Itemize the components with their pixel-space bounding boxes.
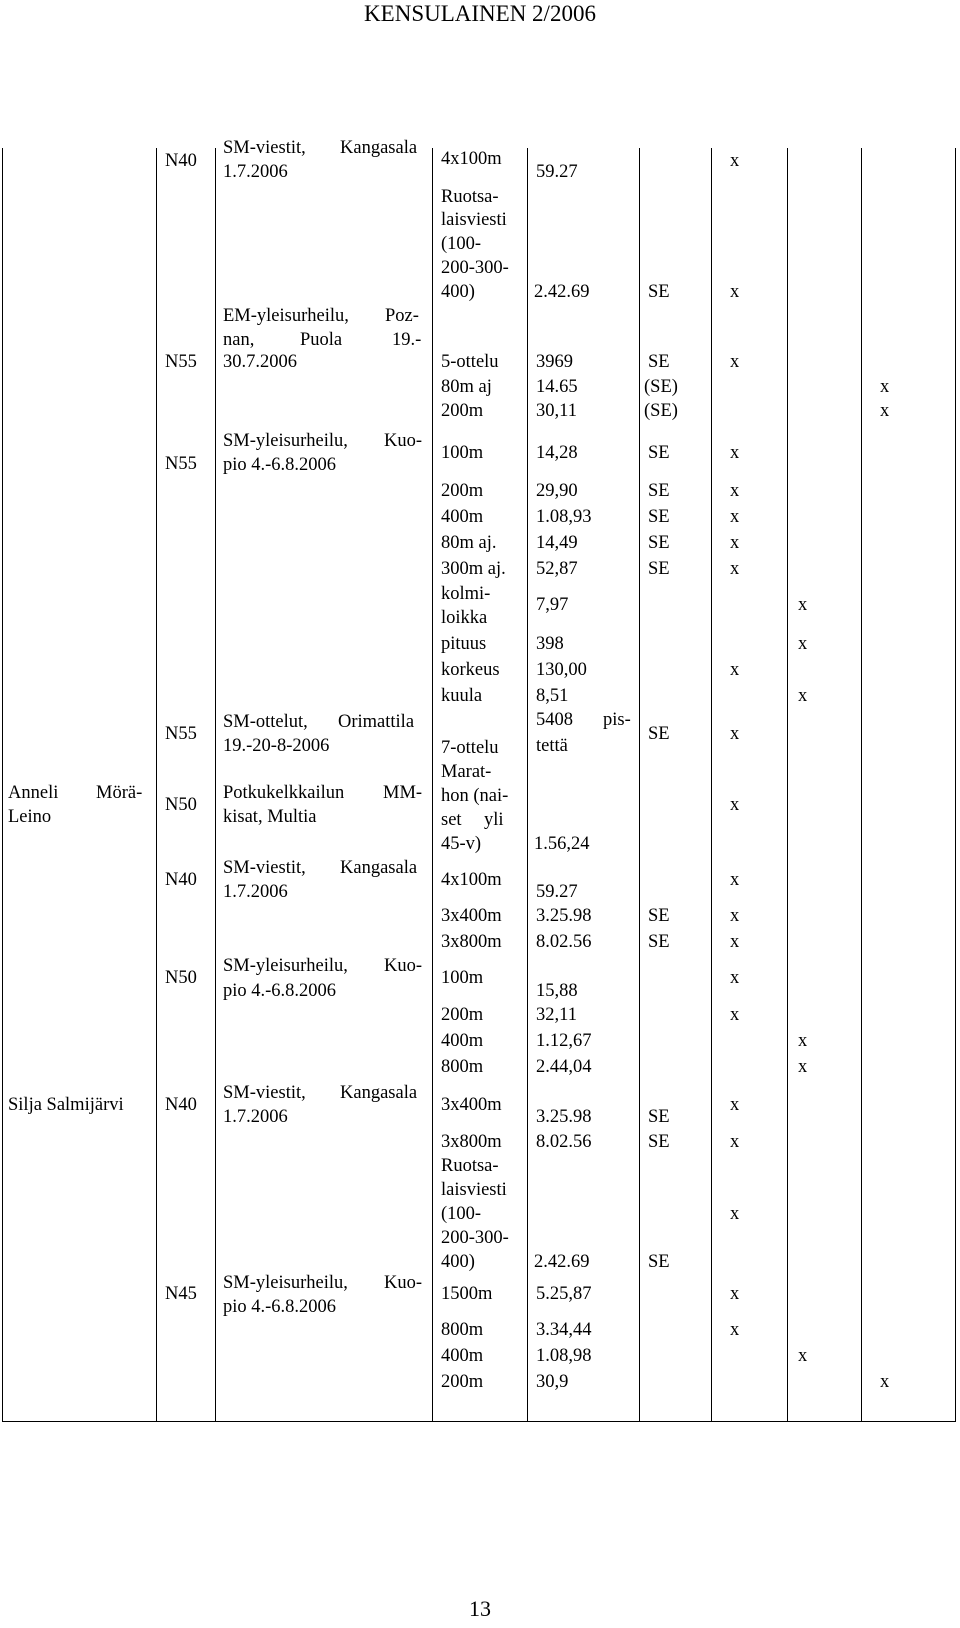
table-cell-text: N55 <box>165 352 197 372</box>
table-cell-text: SE <box>648 443 670 463</box>
table-cell-text: 19.-20-8-2006 <box>223 736 330 756</box>
table-cell-text: x <box>730 443 740 463</box>
table-cell-text: 30,11 <box>536 401 577 421</box>
table-cell-text: laisviesti <box>441 1180 507 1200</box>
table-cell-text: Leino <box>8 807 52 827</box>
table-cell-text: Ruotsa- <box>441 1156 499 1176</box>
table-cell-text: 1.56,24 <box>534 834 590 854</box>
table-cell-text: 200-300- <box>441 1228 509 1248</box>
table-cell-text: Marat- <box>441 762 492 782</box>
table-cell-text: x <box>730 1095 740 1115</box>
table-cell-text: 3969 <box>536 352 573 372</box>
table-cell-text: N45 <box>165 1284 197 1304</box>
table-cell-text: SM-yleisurheilu, <box>223 1273 348 1293</box>
table-cell-text: Potkukelkkailun <box>223 783 345 803</box>
column-divider <box>156 148 157 1421</box>
table-cell-text: 1500m <box>441 1284 493 1304</box>
table-cell-text: Ruotsa- <box>441 187 499 207</box>
table-cell-text: x <box>730 151 740 171</box>
table-cell-text: x <box>730 795 740 815</box>
table-cell-text: x <box>798 595 808 615</box>
table-cell-text: x <box>730 1320 740 1340</box>
table-cell-text: x <box>798 1346 808 1366</box>
table-cell-text: 4x100m <box>441 149 502 169</box>
table-cell-text: Silja Salmijärvi <box>8 1095 124 1115</box>
table-cell-text: x <box>730 507 740 527</box>
table-cell-text: 400m <box>441 507 484 527</box>
table-cell-text: 400m <box>441 1031 484 1051</box>
table-cell-text: (100- <box>441 234 482 254</box>
table-cell-text: pio 4.-6.8.2006 <box>223 1297 337 1317</box>
table-cell-text: 1.08,93 <box>536 507 592 527</box>
table-border-left <box>2 148 3 1421</box>
table-cell-text: SE <box>648 559 670 579</box>
table-cell-text: x <box>730 906 740 926</box>
table-cell-text: 5-ottelu <box>441 352 499 372</box>
table-cell-text: x <box>880 401 890 421</box>
table-cell-text: Kuo- <box>384 431 423 451</box>
table-cell-text: 300m aj. <box>441 559 506 579</box>
table-cell-text: 7,97 <box>536 595 569 615</box>
table-cell-text: 14,49 <box>536 533 578 553</box>
table-cell-text: 2.42.69 <box>534 1252 590 1272</box>
table-cell-text: 1.7.2006 <box>223 1107 288 1127</box>
table-cell-text: x <box>880 1372 890 1392</box>
column-divider <box>861 148 862 1421</box>
table-cell-text: 100m <box>441 443 484 463</box>
table-cell-text: SE <box>648 1132 670 1152</box>
table-cell-text: Kangasala <box>340 858 418 878</box>
table-cell-text: 800m <box>441 1057 484 1077</box>
table-cell-text: SM-yleisurheilu, <box>223 956 348 976</box>
table-cell-text: 30.7.2006 <box>223 352 297 372</box>
table-cell-text: x <box>730 724 740 744</box>
table-cell-text: 3x800m <box>441 932 502 952</box>
table-cell-text: x <box>730 1284 740 1304</box>
table-cell-text: pio 4.-6.8.2006 <box>223 981 337 1001</box>
table-cell-text: 2.44,04 <box>536 1057 592 1077</box>
table-cell-text: x <box>730 533 740 553</box>
table-cell-text: SE <box>648 507 670 527</box>
table-cell-text: 100m <box>441 968 484 988</box>
table-cell-text: SE <box>648 906 670 926</box>
table-cell-text: SE <box>648 533 670 553</box>
table-cell-text: N40 <box>165 1095 197 1115</box>
table-cell-text: 130,00 <box>536 660 587 680</box>
table-cell-text: SE <box>648 724 670 744</box>
table-cell-text: 19.- <box>392 330 422 350</box>
table-cell-text: Poz- <box>385 306 419 326</box>
table-cell-text: set <box>441 810 462 830</box>
table-cell-text: 4x100m <box>441 870 502 890</box>
table-cell-text: pis- <box>603 710 631 730</box>
table-cell-text: kolmi- <box>441 584 491 604</box>
table-cell-text: 8.02.56 <box>536 1132 592 1152</box>
table-cell-text: x <box>730 1005 740 1025</box>
table-cell-text: kisat, Multia <box>223 807 317 827</box>
table-cell-text: Kangasala <box>340 138 418 158</box>
table-cell-text: 3.25.98 <box>536 906 592 926</box>
table-cell-text: 1.7.2006 <box>223 162 288 182</box>
table-cell-text: korkeus <box>441 660 500 680</box>
table-cell-text: 1.12,67 <box>536 1031 592 1051</box>
table-cell-text: 8.02.56 <box>536 932 592 952</box>
table-cell-text: SE <box>648 1107 670 1127</box>
table-cell-text: hon (nai- <box>441 786 509 806</box>
table-border-right <box>955 148 956 1421</box>
table-cell-text: N40 <box>165 870 197 890</box>
table-cell-text: x <box>730 870 740 890</box>
table-cell-text: SM-viestit, <box>223 138 306 158</box>
table-cell-text: x <box>798 686 808 706</box>
column-divider <box>711 148 712 1421</box>
table-cell-text: 398 <box>536 634 564 654</box>
table-cell-text: x <box>730 282 740 302</box>
table-cell-text: N50 <box>165 968 197 988</box>
table-cell-text: 3x400m <box>441 1095 502 1115</box>
table-cell-text: 1.08,98 <box>536 1346 592 1366</box>
table-cell-text: x <box>730 932 740 952</box>
table-cell-text: Orimattila <box>338 712 415 732</box>
table-cell-text: 8,51 <box>536 686 569 706</box>
table-cell-text: x <box>730 968 740 988</box>
table-cell-text: Mörä- <box>96 783 143 803</box>
table-cell-text: tettä <box>536 736 568 756</box>
table-cell-text: (SE) <box>644 401 678 421</box>
table-cell-text: N50 <box>165 795 197 815</box>
table-cell-text: x <box>730 660 740 680</box>
table-cell-text: 52,87 <box>536 559 578 579</box>
table-cell-text: SE <box>648 481 670 501</box>
table-cell-text: SE <box>648 932 670 952</box>
table-cell-text: 200m <box>441 1372 484 1392</box>
table-cell-text: 200m <box>441 401 484 421</box>
table-cell-text: Kangasala <box>340 1083 418 1103</box>
table-cell-text: 80m aj. <box>441 533 497 553</box>
table-cell-text: SE <box>648 352 670 372</box>
table-cell-text: MM- <box>383 783 423 803</box>
table-cell-text: 59.27 <box>536 882 578 902</box>
table-cell-text: 3.25.98 <box>536 1107 592 1127</box>
table-cell-text: x <box>730 1132 740 1152</box>
table-cell-text: SE <box>648 282 670 302</box>
table-cell-text: SM-viestit, <box>223 1083 306 1103</box>
table-cell-text: 5408 <box>536 710 573 730</box>
table-cell-text: N55 <box>165 454 197 474</box>
table-cell-text: EM-yleisurheilu, <box>223 306 349 326</box>
table-cell-text: 45-v) <box>441 834 482 854</box>
table-cell-text: (SE) <box>644 377 678 397</box>
table-cell-text: SE <box>648 1252 670 1272</box>
table-cell-text: kuula <box>441 686 483 706</box>
table-cell-text: 5.25,87 <box>536 1284 592 1304</box>
table-cell-text: x <box>730 352 740 372</box>
table-cell-text: 800m <box>441 1320 484 1340</box>
column-divider <box>527 148 528 1421</box>
table-cell-text: 400) <box>441 1252 475 1272</box>
table-cell-text: 14.65 <box>536 377 578 397</box>
table-cell-text: 14,28 <box>536 443 578 463</box>
table-cell-text: N40 <box>165 151 197 171</box>
table-cell-text: 3.34,44 <box>536 1320 592 1340</box>
table-cell-text: x <box>798 1057 808 1077</box>
column-divider <box>215 148 216 1421</box>
table-cell-text: Anneli <box>8 783 59 803</box>
table-cell-text: x <box>730 1204 740 1224</box>
table-cell-text: 200m <box>441 1005 484 1025</box>
table-cell-text: x <box>880 377 890 397</box>
table-cell-text: loikka <box>441 608 488 628</box>
table-cell-text: 29,90 <box>536 481 578 501</box>
table-cell-text: 3x800m <box>441 1132 502 1152</box>
table-cell-text: x <box>798 634 808 654</box>
table-cell-text: laisviesti <box>441 210 507 230</box>
table-border-bottom <box>2 1421 956 1422</box>
column-divider <box>432 148 433 1421</box>
column-divider <box>639 148 640 1421</box>
table-cell-text: pio 4.-6.8.2006 <box>223 455 337 475</box>
table-cell-text: 80m aj <box>441 377 492 397</box>
table-cell-text: Kuo- <box>384 956 423 976</box>
table-cell-text: (100- <box>441 1204 482 1224</box>
table-cell-text: N55 <box>165 724 197 744</box>
page-number: 13 <box>469 1596 491 1621</box>
page-header: KENSULAINEN 2/2006 <box>364 1 596 26</box>
table-cell-text: Kuo- <box>384 1273 423 1293</box>
table-cell-text: SM-ottelut, <box>223 712 308 732</box>
table-cell-text: 32,11 <box>536 1005 577 1025</box>
table-cell-text: 200-300- <box>441 258 509 278</box>
table-cell-text: 7-ottelu <box>441 738 499 758</box>
table-cell-text: yli <box>484 810 504 830</box>
table-cell-text: x <box>730 481 740 501</box>
table-cell-text: SM-viestit, <box>223 858 306 878</box>
table-cell-text: 400m <box>441 1346 484 1366</box>
table-cell-text: pituus <box>441 634 487 654</box>
table-cell-text: 2.42.69 <box>534 282 590 302</box>
table-cell-text: 30,9 <box>536 1372 569 1392</box>
table-cell-text: 3x400m <box>441 906 502 926</box>
table-cell-text: Puola <box>300 330 343 350</box>
table-cell-text: x <box>798 1031 808 1051</box>
table-cell-text: 15,88 <box>536 981 578 1001</box>
table-cell-text: 1.7.2006 <box>223 882 288 902</box>
table-cell-text: nan, <box>223 330 255 350</box>
table-cell-text: SM-yleisurheilu, <box>223 431 348 451</box>
table-cell-text: 400) <box>441 282 475 302</box>
table-cell-text: 200m <box>441 481 484 501</box>
table-cell-text: 59.27 <box>536 162 578 182</box>
column-divider <box>787 148 788 1421</box>
table-cell-text: x <box>730 559 740 579</box>
